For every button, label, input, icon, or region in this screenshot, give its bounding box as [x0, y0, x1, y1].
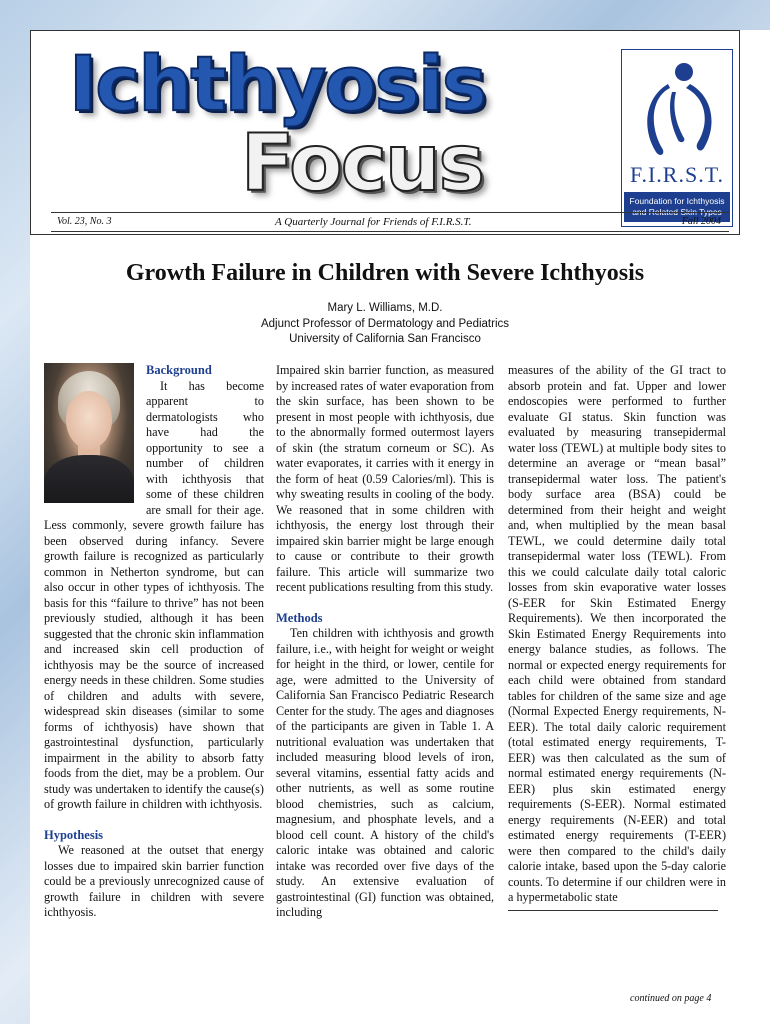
hypothesis-paragraph-col1: We reasoned at the outset that energy losses due to impaired skin barrier function could be a previously unrecognized cause of growth failure in children with severe ichthyosis. — [44, 843, 264, 919]
byline — [30, 301, 740, 348]
logo-ichthyosis: Ichthyosis — [69, 39, 486, 128]
background-heading: Background — [146, 363, 212, 377]
first-figure-icon — [640, 58, 716, 162]
end-rule — [508, 910, 718, 911]
org-tagline-line1: Foundation for Ichthyosis — [629, 196, 725, 206]
article-title: Growth Failure in Children with Severe Ichthyosis — [125, 260, 645, 286]
issue-date: Fall 2004 — [681, 216, 721, 227]
author-title: Adjunct Professor of Dermatology and Pediatrics — [260, 317, 509, 330]
hypothesis-paragraph-col2: Impaired skin barrier function, as measured by increased rates of water evaporation from the skin surface, has been shown to be present in most people with ichthyosis, due to the abnormally formed outermost layers of skin (the stratum corneum or SC). As water evaporates, it carries with it energy in the form of heat (0.59 Calories/ml). This is why sweating results in cooling of the body. We reasoned that in some children with ichthyosis, the energy lost through their impaired skin barrier might be large enough to cause or contribute to their growth failure. This article will summarize two recent publications resulting from this study. — [276, 363, 494, 594]
author-affiliation: University of California San Francisco — [289, 333, 481, 345]
masthead — [30, 30, 740, 235]
column-1 — [44, 363, 264, 921]
issue-tagline: A Quarterly Journal for Friends of F.I.R.S.T. — [275, 216, 472, 228]
org-name: F.I.R.S.T. — [629, 162, 724, 187]
first-logo — [621, 49, 733, 227]
author-name: Mary L. Williams, M.D. — [327, 302, 443, 314]
issue-bar — [51, 212, 729, 232]
column-3 — [508, 363, 726, 911]
org-tagline-line2: and Related Skin Types — [632, 207, 722, 217]
background-paragraph: It has become apparent to dermatologists who have had the opportunity to see a number of children with ichthyosis that some of these children are small for their age. Less commonly, severe growth failure has been observed during infancy. Severe growth failure is recognized as particularly common in Netherton syndrome, but can also occur in other types of ichthyosis. The basis for this “failure to thrive” has not been previously studied, although it has been suggested that the chronic skin inflammation and increased skin cell production of ichthyosis may be the source of increased energy needs in these children. Some studies of children and adults with severe, widespread skin diseases (similar to some forms of ichthyosis) have shown that gastrointestinal dysfunction, particularly impairment in the ability to absorb fatty foods from the diet, may be a problem. Our study was undertaken to identify the cause(s) of growth failure in children with ichthyosis. — [44, 378, 264, 811]
hypothesis-heading: Hypothesis — [44, 827, 104, 842]
methods-heading: Methods — [276, 610, 323, 625]
newsletter-page — [30, 30, 770, 1024]
methods-paragraph: Ten children with ichthyosis and growth failure, i.e., with height for weight or weight for height in the third, or lower, centile for age, were admitted to the University of California San Francisco Pediatric Research Center for the study. The ages and diagnoses of the participants are given in Table 1. A nutritional evaluation was undertaken that included measuring blood levels of iron, several vitamins, essential fatty acids and other nutrients, as well as some routine blood chemistries, such as calcium, magnesium, and phosphate levels, and a blood cell count. A history of the child's caloric intake was obtained and caloric intake was recorded over five days of the study. An extensive evaluation of gastrointestinal (GI) function was obtained, including — [276, 626, 494, 919]
continued-note: continued on page 4 — [630, 993, 712, 1004]
continued-paragraph: measures of the ability of the GI tract to absorb protein and fat. Upper and lower endoscopies were performed to further evaluate GI status. Skin function was evaluated by measuring transepidermal water loss (TEWL) at multiple body sites to determine an average or “mean basal” transepidermal water loss. The patient's body surface area (BSA) could be determined from their height and weight and, when multiplied by the mean basal TEWL, we could determine daily total transepidermal water loss (TEWL). From this we could calculate daily total caloric losses from skin evaporative water losses (S-EER for Skin Estimated Energy Requirements). We then incorporated the Skin Estimated Energy Requirements into energy balance studies, as follows. The normal or expected energy requirements for each child were obtained from standard tables for children of the same size and age (Normal Expected Energy requirements, N-EER). The total daily caloric requirement (total estimated energy requirements, T-EER) was then calculated as the sum of normal estimated energy requirements (N-EER) plus skin estimated energy requirements (S-EER). Normal estimated energy requirements (N-EER) and total estimated energy requirements (T-EER) were then compared to the child's daily calorie intake, based upon the 5-day calorie counts. To determine if our children were in a hypermetabolic state — [508, 363, 726, 904]
author-photo — [44, 363, 134, 503]
column-2 — [276, 363, 494, 921]
logo-focus: Focus — [241, 119, 483, 209]
issue-volume: Vol. 23, No. 3 — [57, 216, 112, 227]
